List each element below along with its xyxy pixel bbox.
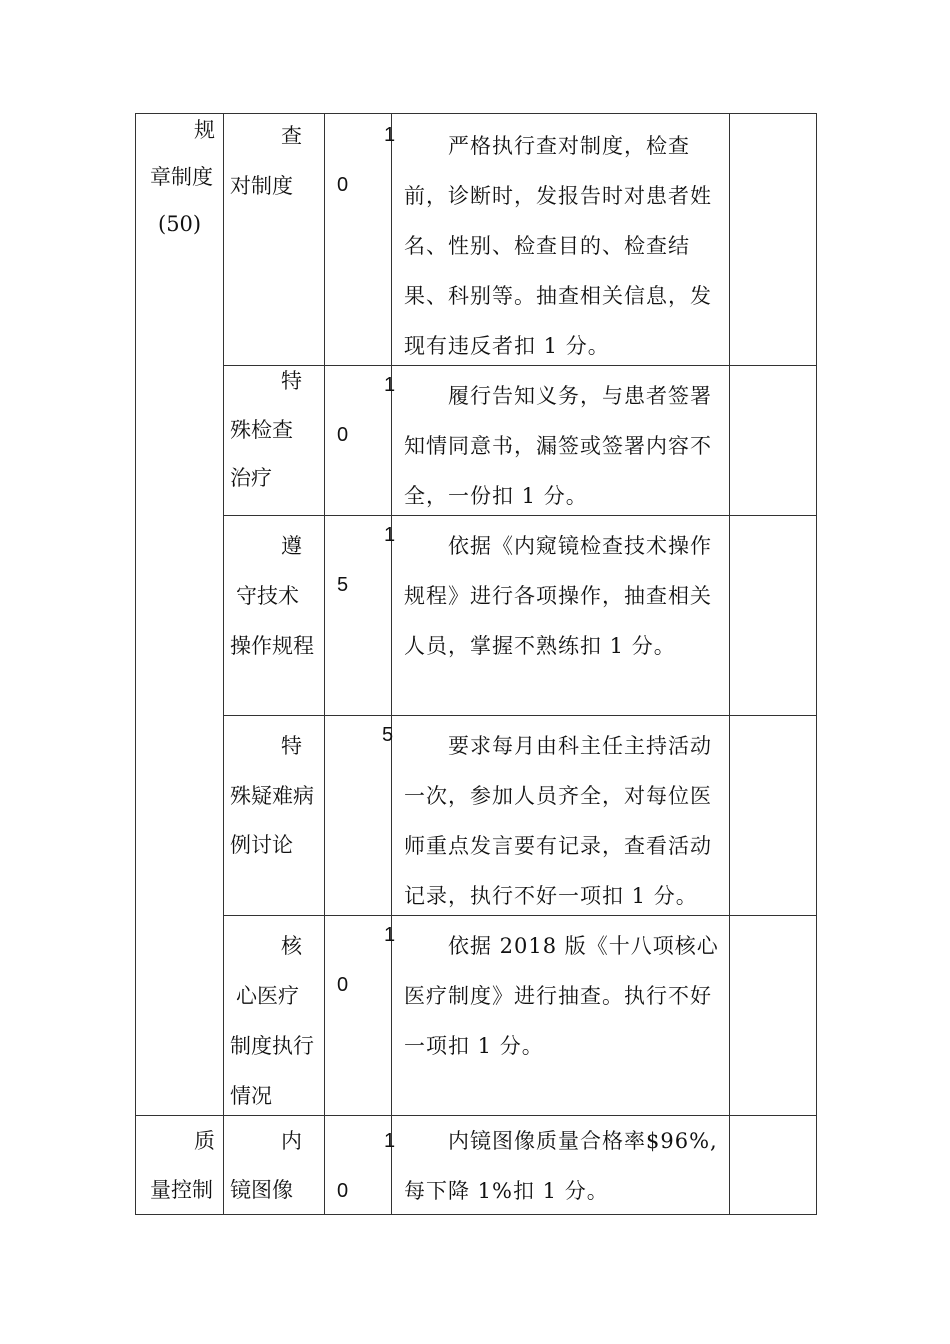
score-digit: 0 [337,974,349,996]
item-label: 遵 [281,534,302,558]
category-label: 规 [194,118,215,142]
criteria-text: 依据《内窥镜检查技术操作 规程》进行各项操作，抽查相关 人员，掌握不熟练扣 1 分。 [404,534,712,658]
item-label: 操作规程 [230,634,314,658]
column-divider [223,114,224,1215]
column-divider [729,114,730,1215]
column-divider [391,114,392,1215]
item-label: 查 [281,124,302,148]
criteria-text: 履行告知义务，与患者签署 知情同意书，漏签或签署内容不 全，一份扣 1 分。 [404,384,712,508]
score-digit: 5 [337,574,349,596]
score-digit: 5 [382,724,394,746]
item-label: 制度执行 [230,1034,314,1058]
row-divider [223,715,817,716]
item-label: 镜图像 [230,1178,293,1202]
category-label: 质 [194,1129,215,1153]
item-label: 核 [281,934,302,958]
category-label: (50) [158,212,202,236]
score-digit: 0 [337,174,349,196]
item-label: 殊疑难病 [230,784,314,808]
criteria-text: 要求每月由科主任主持活动 一次，参加人员齐全，对每位医 师重点发言要有记录，查看活动 记录，执行不好一项扣 1 分。 [404,734,712,908]
item-label: 对制度 [230,174,293,198]
item-label: 特 [281,369,302,393]
score-digit: 1 [384,924,396,946]
criteria-text: 内镜图像质量合格率$96%, 每下降 1%扣 1 分。 [404,1129,718,1203]
score-digit: 1 [384,374,396,396]
column-divider [324,114,325,1215]
score-digit: 1 [384,524,396,546]
item-label: 例讨论 [230,833,293,857]
score-digit: 0 [337,424,349,446]
category-label: 章制度 [150,165,213,189]
score-digit: 0 [337,1180,349,1202]
criteria-text: 严格执行查对制度，检查 前，诊断时，发报告时对患者姓 名、性别、检查目的、检查结 果、科别等。抽查相关信息，发 现有违反者扣 1 分。 [404,134,712,358]
item-label: 殊检查 [230,418,293,442]
item-label: 心医疗 [236,984,299,1008]
item-label: 情况 [230,1084,272,1108]
item-label: 内 [281,1129,302,1153]
score-digit: 1 [384,1130,396,1152]
item-label: 守技术 [236,584,299,608]
item-label: 治疗 [230,466,272,490]
criteria-text: 依据 2018 版《十八项核心 医疗制度》进行抽查。执行不好 一项扣 1 分。 [404,934,719,1058]
category-label: 量控制 [150,1178,213,1202]
score-digit: 1 [384,124,396,146]
item-label: 特 [281,734,302,758]
